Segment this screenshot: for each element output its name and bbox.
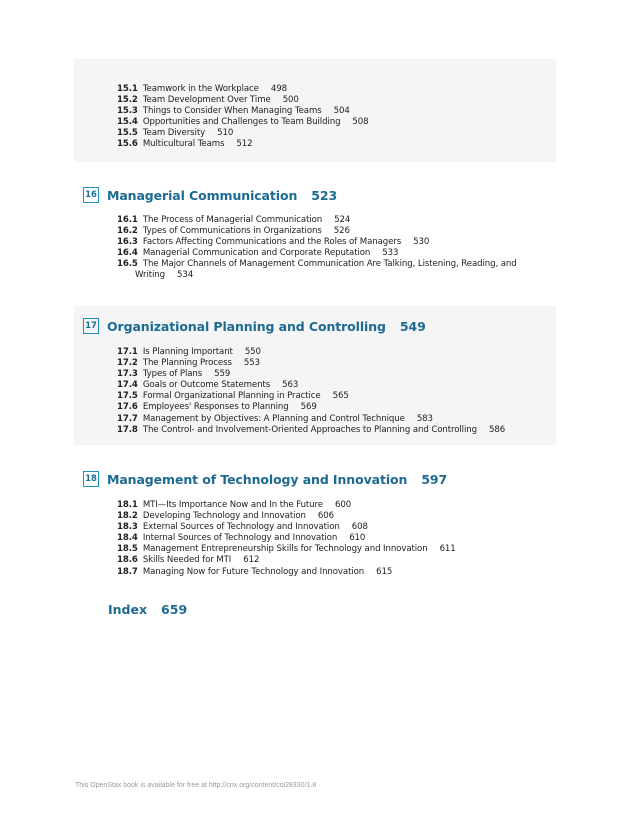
toc-section[interactable]: 15.5 Team Diversity 510 <box>117 128 234 139</box>
toc-section[interactable]: 16.4 Managerial Communication and Corporate Reputation 533 <box>117 248 399 259</box>
toc-section[interactable]: 18.6 Skills Needed for MTI 612 <box>117 555 260 566</box>
toc-section[interactable]: 17.2 The Planning Process 553 <box>117 358 260 369</box>
toc-section[interactable]: 18.3 External Sources of Technology and Innovation 608 <box>117 522 368 533</box>
toc-section[interactable]: 16.5 The Major Channels of Management Communication Are Talking, Listening, Reading, and Writing 534 <box>117 259 517 281</box>
toc-section[interactable]: 17.5 Formal Organizational Planning in Practice 565 <box>117 391 349 402</box>
toc-section[interactable]: 16.2 Types of Communications in Organizations 526 <box>117 226 350 237</box>
toc-section[interactable]: 17.3 Types of Plans 559 <box>117 369 231 380</box>
chapter-15-sections <box>117 84 369 151</box>
toc-section[interactable]: 17.6 Employees' Responses to Planning 569 <box>117 402 317 413</box>
chapter-number-badge: 16 <box>83 187 99 203</box>
chapter-17-sections <box>117 347 505 436</box>
toc-section[interactable]: 15.3 Things to Consider When Managing Teams 504 <box>117 106 350 117</box>
toc-section[interactable]: 16.3 Factors Affecting Communications and the Roles of Managers 530 <box>117 237 430 248</box>
chapter-18-heading[interactable] <box>83 471 447 487</box>
toc-section[interactable]: 18.4 Internal Sources of Technology and Innovation 610 <box>117 533 366 544</box>
toc-section[interactable]: 17.8 The Control- and Involvement-Oriented Approaches to Planning and Controlling 586 <box>117 424 506 435</box>
toc-section[interactable]: 18.1 MTI—Its Importance Now and In the Future 600 <box>117 500 352 510</box>
chapter-16-heading[interactable] <box>83 187 337 203</box>
toc-section[interactable]: 17.7 Management by Objectives: A Planning and Control Technique 583 <box>117 413 433 424</box>
toc-section[interactable]: 15.4 Opportunities and Challenges to Team Building 508 <box>117 117 369 128</box>
toc-section[interactable]: 18.7 Managing Now for Future Technology and Innovation 615 <box>117 566 393 577</box>
chapter-17-heading[interactable] <box>83 318 426 334</box>
index-entry[interactable]: Index 659 <box>108 602 188 617</box>
chapter-number-badge: 18 <box>83 471 99 487</box>
toc-section[interactable]: 15.1 Teamwork in the Workplace 498 <box>117 84 287 94</box>
toc-section[interactable]: 16.1 The Process of Managerial Communication 524 <box>117 215 351 225</box>
chapter-title: Organizational Planning and Controlling 549 <box>107 318 426 334</box>
toc-section[interactable]: 15.6 Multicultural Teams 512 <box>117 139 253 150</box>
chapter-16-sections <box>117 215 517 282</box>
footer-note: This OpenStax book is available for free at http://cnx.org/content/col28330/1.8 <box>75 782 317 789</box>
chapter-number-badge: 17 <box>83 318 99 334</box>
toc-section[interactable]: 15.2 Team Development Over Time 500 <box>117 95 299 106</box>
toc-section[interactable]: 17.1 Is Planning Important 550 <box>117 347 261 357</box>
toc-section[interactable]: 18.5 Management Entrepreneurship Skills for Technology and Innovation 611 <box>117 544 456 555</box>
chapter-title: Management of Technology and Innovation 597 <box>107 471 448 487</box>
chapter-18-sections <box>117 500 456 578</box>
chapter-title: Managerial Communication 523 <box>107 187 338 203</box>
toc-section[interactable]: 17.4 Goals or Outcome Statements 563 <box>117 380 299 391</box>
toc-section[interactable]: 18.2 Developing Technology and Innovation 606 <box>117 511 334 522</box>
